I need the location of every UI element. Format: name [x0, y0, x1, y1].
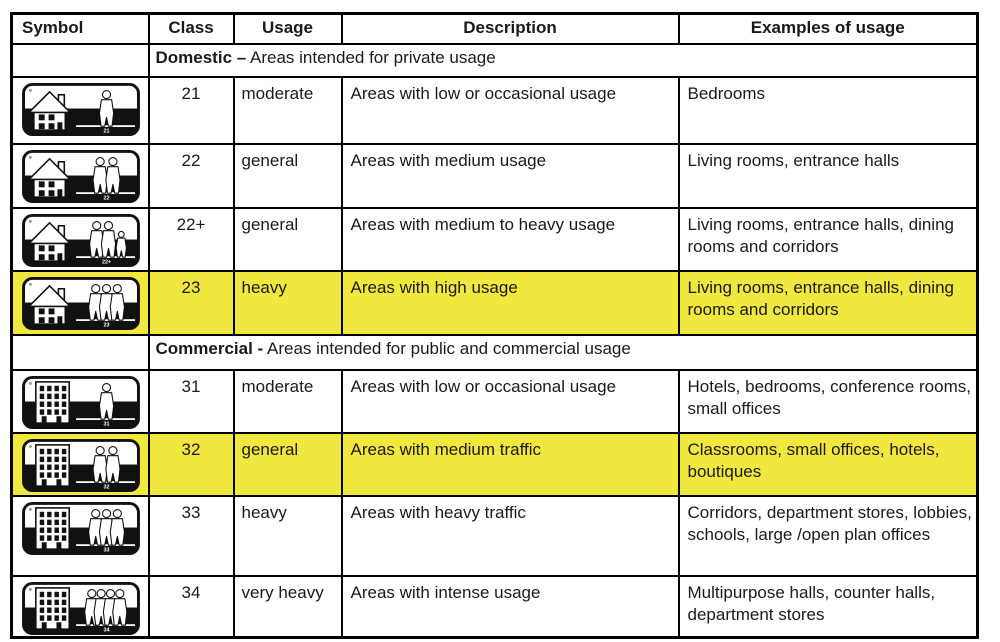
corner-dot: [29, 282, 32, 285]
usage-value: general: [234, 433, 342, 496]
examples-text: Multipurpose halls, counter halls, department stores: [679, 576, 978, 638]
description-text: Areas with low or occasional usage: [342, 370, 679, 433]
usage-class-row: [12, 576, 978, 638]
usage-class-pictogram: [21, 213, 141, 268]
usage-class-table: [10, 12, 979, 639]
class-value: 23: [149, 271, 234, 335]
class-value: 32: [149, 433, 234, 496]
usage-class-row: [12, 208, 978, 271]
person-head: [103, 383, 111, 391]
person-head: [109, 157, 117, 165]
symbol-cell: [12, 208, 149, 271]
usage-class-pictogram: [21, 149, 141, 204]
usage-class-row: [12, 144, 978, 208]
usage-class-row: [12, 433, 978, 496]
section-title-rest: Areas intended for private usage: [246, 47, 496, 67]
ground-line: [76, 544, 135, 546]
class-number-label: 22+: [101, 259, 112, 266]
class-number-label: 21: [103, 128, 110, 135]
section-title-rest: Areas intended for public and commercial usage: [263, 338, 631, 358]
class-number-label: 23: [103, 322, 110, 329]
class-number-label: 32: [103, 484, 110, 491]
corner-dot: [29, 219, 32, 222]
class-number-label: 34: [103, 627, 110, 634]
usage-value: general: [234, 144, 342, 208]
col-header-symbol: Symbol: [12, 14, 149, 44]
class-value: 34: [149, 576, 234, 638]
class-value: 33: [149, 496, 234, 576]
col-header-examples: Examples of usage: [679, 14, 978, 44]
class-value: 22+: [149, 208, 234, 271]
usage-class-pictogram: [21, 501, 141, 556]
examples-text: Living rooms, entrance halls, dining rooms and corridors: [679, 271, 978, 335]
description-text: Areas with intense usage: [342, 576, 679, 638]
usage-class-row: [12, 370, 978, 433]
person-head: [103, 509, 111, 517]
class-number-label: 33: [103, 547, 110, 554]
description-text: Areas with medium to heavy usage: [342, 208, 679, 271]
person-head: [103, 284, 111, 292]
symbol-cell: [12, 144, 149, 208]
person-head: [88, 589, 96, 597]
usage-class-row: [12, 271, 978, 335]
corner-dot: [29, 507, 32, 510]
symbol-cell: [12, 77, 149, 144]
building-icon: [36, 507, 69, 548]
header-row: [12, 14, 978, 44]
symbol-cell: [12, 496, 149, 576]
person-head: [109, 446, 117, 454]
person-head: [92, 509, 100, 517]
symbol-cell: [12, 576, 149, 638]
examples-text: Living rooms, entrance halls: [679, 144, 978, 208]
description-text: Areas with heavy traffic: [342, 496, 679, 576]
person-head: [116, 589, 124, 597]
usage-value: moderate: [234, 370, 342, 433]
usage-class-row: [12, 77, 978, 144]
col-header-class: Class: [149, 14, 234, 44]
section-symbol-spacer: [12, 44, 149, 77]
building-icon: [36, 587, 69, 628]
examples-text: Bedrooms: [679, 77, 978, 144]
person-head: [104, 221, 112, 229]
building-icon: [36, 381, 69, 422]
section-header-row: [12, 44, 978, 77]
person-head: [97, 589, 105, 597]
section-title: [149, 335, 978, 370]
symbol-cell: [12, 271, 149, 335]
corner-dot: [29, 381, 32, 384]
symbol-cell: [12, 433, 149, 496]
ground-line: [76, 418, 135, 420]
section-title: [149, 44, 978, 77]
ground-line: [76, 319, 135, 321]
description-text: Areas with high usage: [342, 271, 679, 335]
usage-class-pictogram: [21, 438, 141, 493]
description-text: Areas with medium usage: [342, 144, 679, 208]
person-head: [93, 221, 101, 229]
col-header-description: Description: [342, 14, 679, 44]
class-number-label: 22: [103, 195, 110, 202]
corner-dot: [29, 587, 32, 590]
description-text: Areas with low or occasional usage: [342, 77, 679, 144]
usage-class-pictogram: [21, 276, 141, 331]
examples-text: Living rooms, entrance halls, dining rooms and corridors: [679, 208, 978, 271]
usage-value: heavy: [234, 496, 342, 576]
examples-text: Classrooms, small offices, hotels, boutiques: [679, 433, 978, 496]
class-value: 22: [149, 144, 234, 208]
usage-value: very heavy: [234, 576, 342, 638]
section-title-bold: Domestic –: [155, 47, 247, 67]
person-head: [92, 284, 100, 292]
ground-line: [76, 125, 135, 127]
usage-value: general: [234, 208, 342, 271]
symbol-cell: [12, 370, 149, 433]
col-header-usage: Usage: [234, 14, 342, 44]
usage-class-pictogram: [21, 581, 141, 636]
class-value: 21: [149, 77, 234, 144]
person-head: [106, 589, 114, 597]
examples-text: Corridors, department stores, lobbies, schools, large /open plan offices: [679, 496, 978, 576]
person-head: [118, 231, 124, 237]
section-title-bold: Commercial -: [155, 338, 264, 358]
corner-dot: [29, 155, 32, 158]
usage-value: moderate: [234, 77, 342, 144]
usage-class-pictogram: [21, 82, 141, 137]
usage-value: heavy: [234, 271, 342, 335]
section-symbol-spacer: [12, 335, 149, 370]
usage-class-row: [12, 496, 978, 576]
person-head: [113, 284, 121, 292]
corner-dot: [29, 88, 32, 91]
person-head: [103, 90, 111, 98]
person-head: [96, 157, 104, 165]
class-number-label: 31: [103, 421, 110, 428]
examples-text: Hotels, bedrooms, conference rooms, small offices: [679, 370, 978, 433]
description-text: Areas with medium traffic: [342, 433, 679, 496]
person-head: [96, 446, 104, 454]
usage-class-pictogram: [21, 375, 141, 430]
person-head: [113, 509, 121, 517]
building-icon: [36, 444, 69, 485]
corner-dot: [29, 444, 32, 447]
section-header-row: [12, 335, 978, 370]
class-value: 31: [149, 370, 234, 433]
